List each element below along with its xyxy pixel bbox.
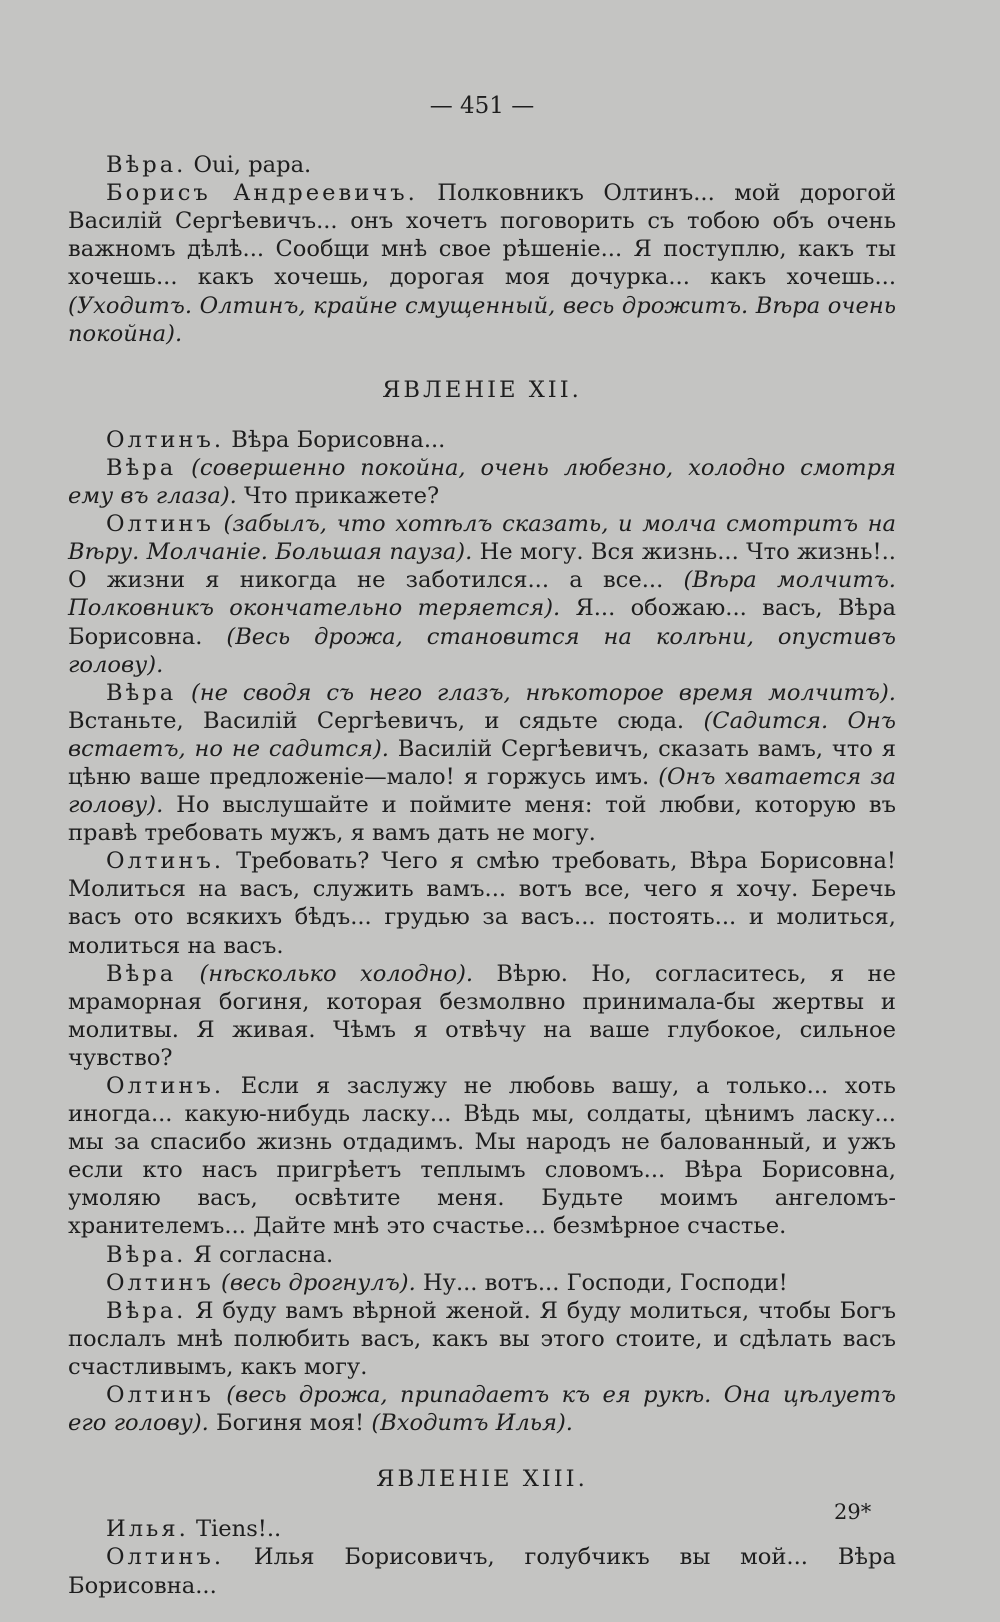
speech-text: Не могу. Вся жизнь... Что жизнь!.. О жизни я никогда не заботился... а все... [68, 539, 896, 594]
speaker-name: Олтинъ [106, 1269, 214, 1296]
stage-direction: (не сводя съ него глазъ, нѣкоторое время молчитъ). [176, 679, 896, 706]
speech-text: Что прикажете? [236, 483, 440, 510]
page-number: — 451 — [429, 93, 535, 119]
stage-direction: (весь дрожа, припадаетъ къ ея рукѣ. Она цѣлуетъ его голову). [68, 1382, 896, 1437]
speaker-name: Олтинъ. [106, 1073, 225, 1099]
speaker-name: Олтинъ. [106, 1544, 225, 1571]
speech-text: Oui, papa. [186, 152, 312, 179]
speech-text: Богиня моя! [208, 1410, 372, 1437]
stage-direction: (весь дрогнулъ). [213, 1269, 416, 1296]
speaker-name: Вѣра. [106, 1241, 187, 1268]
speech-text: Илья Борисовичъ, голубчикъ вы мой... Вѣра Борисовна... [68, 1544, 896, 1599]
speaker-name: Вѣра [106, 679, 177, 706]
dialogue-paragraph [68, 679, 896, 848]
speech-text: Вѣра Борисовна... [224, 426, 446, 453]
speech-text: Встаньте, Василій Сергѣевичъ, и сядьте сюда. [68, 707, 704, 734]
stage-direction: (нѣсколько холодно). [176, 960, 474, 987]
speech-text: Tiens!.. [188, 1516, 282, 1543]
speaker-name: Олтинъ [106, 1382, 214, 1409]
stage-direction: (забылъ, что хотѣлъ сказать, и молча смотритъ на Вѣру. Молчаніе. Большая пауза). [68, 511, 896, 566]
speaker-name: Вѣра [106, 960, 177, 987]
speech-text: Если я заслужу не любовь вашу, а только... хоть иногда... какую-нибудь ласку... Вѣдь мы, солдаты, цѣнимъ ласку... мы за спасибо жизнь отдадимъ. Мы народъ не балованный, и ужъ если кто насъ пригрѣетъ теплымъ словомъ... Вѣра Борисовна, умоляю васъ, освѣтите меня. Будьте моимъ ангеломъ-хранителемъ... Дайте мнѣ это счастье... безмѣрное счастье. [68, 1073, 896, 1240]
dialogue-paragraph [68, 1269, 896, 1297]
stage-direction: (Уходитъ. Олтинъ, крайне смущенный, весь дрожитъ. Вѣра очень покойна). [68, 292, 896, 347]
dialogue-paragraph [68, 847, 896, 959]
speaker-name: Олтинъ. [106, 848, 225, 875]
stage-direction: (Вѣра молчитъ. Полковникъ окончательно теряется). [68, 567, 896, 622]
speaker-name: Илья. [106, 1516, 189, 1543]
dialogue-paragraph [68, 1543, 896, 1599]
dialogue-paragraph [68, 960, 896, 1072]
speech-text: Я буду вамъ вѣрной женой. Я буду молиться, чтобы Богъ послалъ мнѣ полюбить васъ, какъ вы этого стоите, и сдѣлать васъ счастливымъ, какъ могу. [68, 1297, 896, 1380]
speaker-name: Олтинъ [106, 511, 214, 538]
stage-direction: (Весь дрожа, становится на колѣни, опустивъ голову). [68, 623, 896, 678]
dialogue-paragraph [68, 1241, 896, 1269]
dialogue-paragraph [68, 151, 896, 179]
speaker-name: Вѣра. [106, 152, 187, 179]
dialogue-paragraph [68, 1381, 896, 1437]
speech-text: Василій Сергѣевичъ, сказать вамъ, что я цѣню ваше предложеніе—мало! я горжусь имъ. [68, 735, 896, 790]
dialogue-paragraph [68, 1515, 896, 1543]
speech-text: Но выслушайте и поймите меня: той любви, которую въ правѣ требовать мужъ, я вамъ дать не могу. [68, 792, 896, 847]
book-page [68, 82, 896, 1600]
dialogue-paragraph [68, 510, 896, 679]
dialogue-paragraph [68, 179, 896, 348]
stage-direction: (совершенно покойна, очень любезно, холодно смотря ему въ глаза). [68, 454, 896, 510]
dialogue-paragraph [68, 426, 896, 454]
dialogue-paragraph [68, 1297, 896, 1381]
dialogue-paragraph [68, 454, 896, 510]
speech-text: Полковникъ Олтинъ... мой дорогой Василій Сергѣевичъ... онъ хочетъ поговорить съ тобою объ очень важномъ дѣлѣ... Сообщи мнѣ свое рѣшеніе... Я поступлю, какъ ты хочешь... какъ хочешь, дорогая моя дочурка... какъ хочешь... [68, 180, 896, 291]
scene-heading: ЯВЛЕНІЕ XII. [382, 376, 582, 403]
speaker-name: Вѣра [106, 454, 177, 481]
stage-direction: (Входитъ Илья). [371, 1410, 573, 1437]
speech-text: Ну... вотъ... Господи, Господи! [415, 1269, 788, 1296]
dialogue-paragraph [68, 1072, 896, 1241]
speaker-name: Борисъ Андреевичъ. [106, 180, 418, 207]
speech-text: Требовать? Чего я смѣю требовать, Вѣра Борисовна! Молиться на васъ, служить вамъ... вотъ все, чего я хочу. Беречь васъ ото всякихъ бѣдъ... грудью за васъ... постоять... и молиться, молиться на васъ. [68, 848, 896, 959]
speech-text: Я согласна. [186, 1241, 334, 1268]
speech-text: Я... обожаю... васъ, Вѣра Борисовна. [68, 595, 896, 650]
speaker-name: Олтинъ. [106, 426, 225, 453]
scene-heading: ЯВЛЕНІЕ XIII. [376, 1466, 588, 1493]
speech-text: Вѣрю. Но, согласитесь, я не мраморная богиня, которая безмолвно принимала-бы жертвы и молитвы. Я живая. Чѣмъ я отвѣчу на ваше глубокое, сильное чувство? [68, 960, 896, 1071]
stage-direction: (Онъ хватается за голову). [68, 763, 896, 819]
signature-mark: 29* [834, 1500, 872, 1524]
stage-direction: (Садится. Онъ встаетъ, но не садится). [68, 707, 896, 762]
speaker-name: Вѣра. [106, 1297, 187, 1324]
